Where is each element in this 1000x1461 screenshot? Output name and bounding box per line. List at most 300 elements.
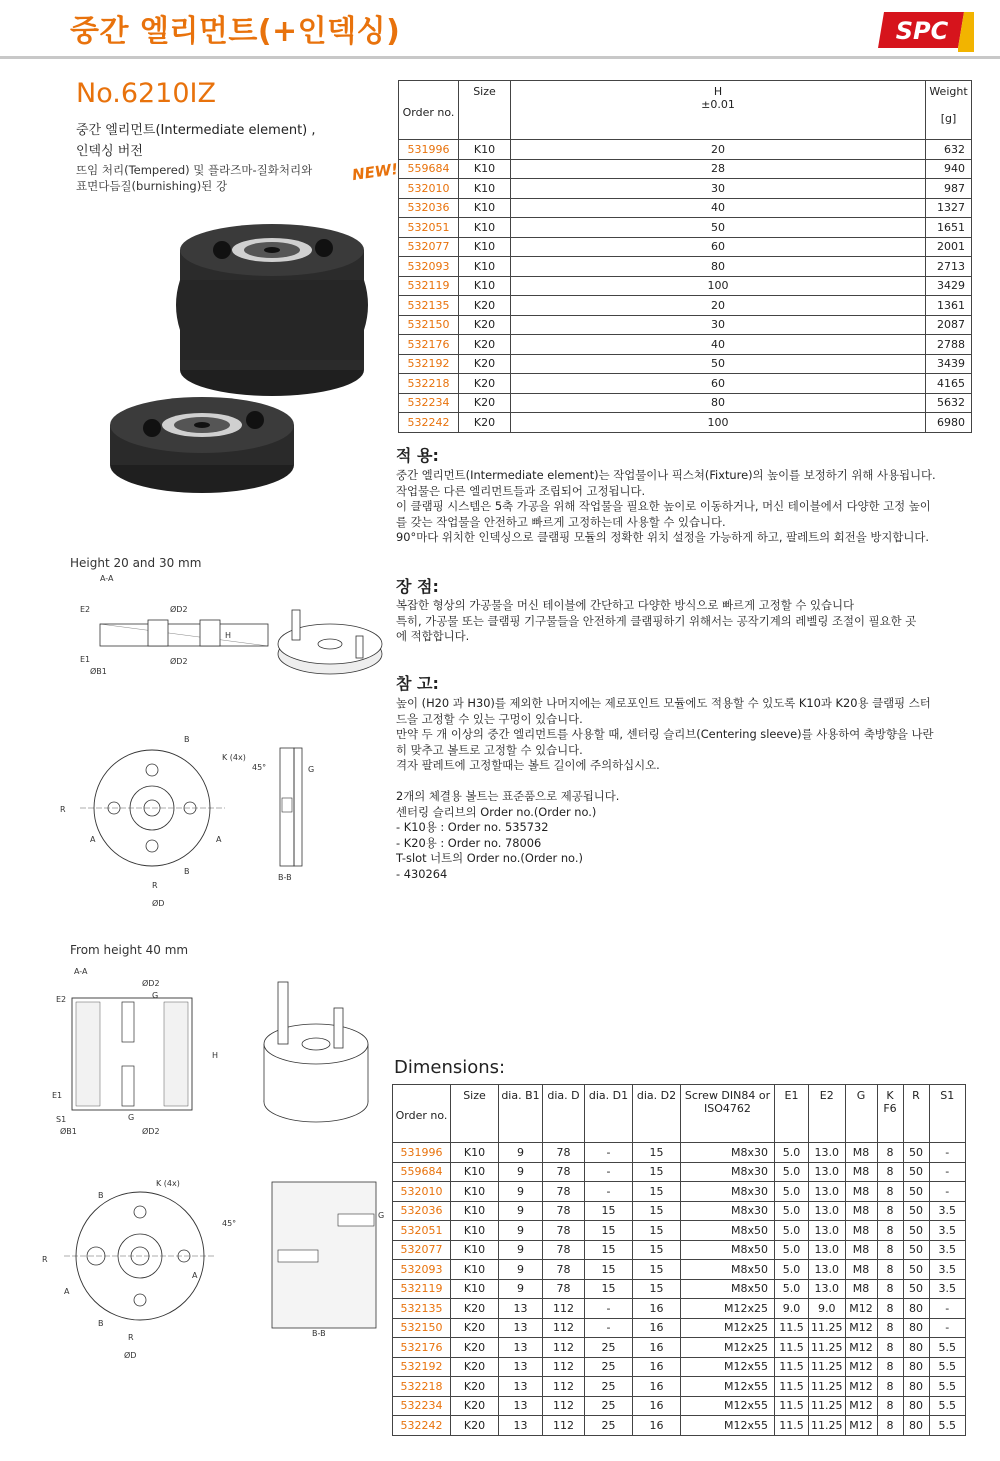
dims-cell: 532051 bbox=[393, 1221, 451, 1241]
top-view-drawing-small bbox=[60, 730, 390, 910]
dims-cell: 5.5 bbox=[929, 1338, 966, 1358]
cell-size: K10 bbox=[459, 237, 511, 257]
cell-order: 532036 bbox=[399, 198, 459, 218]
cell-order: 532176 bbox=[399, 335, 459, 355]
cell-size: K20 bbox=[459, 315, 511, 335]
dims-cell: 8 bbox=[877, 1338, 903, 1358]
dims-cell: 16 bbox=[633, 1318, 681, 1338]
cell-size: K10 bbox=[459, 257, 511, 277]
text-line: 복잡한 형상의 가공물을 머신 테이블에 간단하고 다양한 방식으로 빠르게 고정할 수 있습니다 bbox=[396, 598, 854, 612]
svg-text:E2: E2 bbox=[80, 605, 91, 614]
dims-cell: M12 bbox=[845, 1377, 877, 1397]
dims-cell: K20 bbox=[451, 1299, 499, 1319]
text-line: 높이 (H20 과 H30)를 제외한 나머지에는 제로포인트 모듈에도 적용할 수 있도록 K10과 K20용 클램핑 스터 bbox=[396, 696, 931, 710]
material-description bbox=[76, 162, 366, 194]
dims-cell: 11.25 bbox=[809, 1357, 846, 1377]
svg-text:H: H bbox=[212, 1051, 219, 1060]
dims-cell: 5.0 bbox=[775, 1201, 809, 1221]
table-row bbox=[393, 1357, 966, 1377]
caption-height-40: From height 40 mm bbox=[70, 943, 189, 957]
text-line: 드을 고정할 수 있는 구멍이 있습니다. bbox=[396, 711, 583, 726]
svg-text:E2: E2 bbox=[56, 995, 67, 1004]
dims-cell: M8 bbox=[845, 1260, 877, 1280]
dims-cell: M8 bbox=[845, 1240, 877, 1260]
dims-cell: 112 bbox=[543, 1377, 585, 1397]
dims-cell: 8 bbox=[877, 1416, 903, 1436]
dims-cell: 9 bbox=[499, 1221, 543, 1241]
dims-cell: 80 bbox=[903, 1357, 929, 1377]
dims-cell: 5.0 bbox=[775, 1260, 809, 1280]
notes-text bbox=[396, 696, 976, 882]
dims-cell: 13.0 bbox=[809, 1240, 846, 1260]
dims-header-cell: E1 bbox=[775, 1085, 809, 1143]
product-name-line: 중간 엘리먼트(Intermediate element) , bbox=[76, 123, 316, 138]
dims-cell: K20 bbox=[451, 1357, 499, 1377]
dims-cell: 50 bbox=[903, 1182, 929, 1202]
cell-h: 80 bbox=[511, 257, 926, 277]
dims-cell: 532010 bbox=[393, 1182, 451, 1202]
dims-cell: 50 bbox=[903, 1221, 929, 1241]
cell-h: 60 bbox=[511, 374, 926, 394]
dims-cell: - bbox=[929, 1318, 966, 1338]
dims-header-cell: Order no. bbox=[393, 1085, 451, 1143]
table-row bbox=[399, 198, 972, 218]
cell-weight: 4165 bbox=[926, 374, 972, 394]
dims-cell: 11.5 bbox=[775, 1338, 809, 1358]
dims-cell: M12 bbox=[845, 1396, 877, 1416]
dims-header-cell: S1 bbox=[929, 1085, 966, 1143]
cell-h: 20 bbox=[511, 140, 926, 160]
dims-cell: K20 bbox=[451, 1338, 499, 1358]
dims-cell: 13.0 bbox=[809, 1260, 846, 1280]
dims-cell: - bbox=[929, 1182, 966, 1202]
dims-header-cell: Screw DIN84 or ISO4762 bbox=[681, 1085, 775, 1143]
dims-cell: 50 bbox=[903, 1162, 929, 1182]
cell-size: K20 bbox=[459, 335, 511, 355]
text-line: - K20용 : Order no. 78006 bbox=[396, 835, 542, 850]
dims-cell: K10 bbox=[451, 1143, 499, 1163]
dims-cell: 78 bbox=[543, 1221, 585, 1241]
dims-cell: M12 bbox=[845, 1357, 877, 1377]
dims-cell: 8 bbox=[877, 1377, 903, 1397]
svg-text:G: G bbox=[308, 765, 315, 774]
cell-weight: 6980 bbox=[926, 413, 972, 433]
header-order-text: Order no. bbox=[402, 105, 455, 119]
dims-cell: 11.25 bbox=[809, 1338, 846, 1358]
dims-cell: M8x50 bbox=[681, 1240, 775, 1260]
dims-cell: M8 bbox=[845, 1182, 877, 1202]
dims-cell: M8x50 bbox=[681, 1260, 775, 1280]
dims-cell: 5.0 bbox=[775, 1221, 809, 1241]
table-row bbox=[399, 257, 972, 277]
dims-cell: M8x30 bbox=[681, 1201, 775, 1221]
header-weight-label: Weight bbox=[929, 85, 968, 98]
cell-weight: 3429 bbox=[926, 276, 972, 296]
dims-cell: M8 bbox=[845, 1221, 877, 1241]
table-row bbox=[393, 1279, 966, 1299]
dims-cell: 3.5 bbox=[929, 1201, 966, 1221]
svg-text:A: A bbox=[216, 835, 222, 844]
dims-cell: M8x50 bbox=[681, 1279, 775, 1299]
header-weight-unit: [g] bbox=[940, 112, 957, 125]
svg-text:S1: S1 bbox=[56, 1115, 67, 1124]
spc-logo bbox=[878, 8, 974, 52]
cell-size: K20 bbox=[459, 374, 511, 394]
dims-cell: K10 bbox=[451, 1201, 499, 1221]
dims-cell: 532218 bbox=[393, 1377, 451, 1397]
dims-cell: 16 bbox=[633, 1357, 681, 1377]
dims-header-cell: dia. B1 bbox=[499, 1085, 543, 1143]
dims-cell: 16 bbox=[633, 1299, 681, 1319]
cell-order: 532150 bbox=[399, 315, 459, 335]
dims-cell: 11.25 bbox=[809, 1377, 846, 1397]
cell-weight: 632 bbox=[926, 140, 972, 160]
svg-text:B-B: B-B bbox=[312, 1329, 326, 1338]
dims-cell: 80 bbox=[903, 1338, 929, 1358]
dims-cell: 112 bbox=[543, 1299, 585, 1319]
dims-cell: 50 bbox=[903, 1201, 929, 1221]
cell-weight: 1327 bbox=[926, 198, 972, 218]
cell-order: 532119 bbox=[399, 276, 459, 296]
dims-cell: 80 bbox=[903, 1416, 929, 1436]
dims-cell: 112 bbox=[543, 1357, 585, 1377]
dims-cell: - bbox=[585, 1182, 633, 1202]
dims-cell: M8x50 bbox=[681, 1221, 775, 1241]
cell-size: K10 bbox=[459, 276, 511, 296]
advantages-heading: 장 점: bbox=[396, 577, 439, 596]
dims-cell: 13 bbox=[499, 1318, 543, 1338]
cell-weight: 2001 bbox=[926, 237, 972, 257]
text-line: 격자 팔레트에 고정할때는 볼트 길이에 주의하십시오. bbox=[396, 758, 660, 772]
dims-cell: 13 bbox=[499, 1357, 543, 1377]
dims-cell: - bbox=[929, 1299, 966, 1319]
dims-cell: M12 bbox=[845, 1416, 877, 1436]
table-row bbox=[399, 140, 972, 160]
svg-text:K (4x): K (4x) bbox=[156, 1179, 180, 1188]
dims-cell: M8 bbox=[845, 1162, 877, 1182]
dims-cell: 559684 bbox=[393, 1162, 451, 1182]
svg-text:R: R bbox=[60, 805, 66, 814]
dims-cell: 15 bbox=[633, 1182, 681, 1202]
table-row bbox=[399, 276, 972, 296]
dims-cell: 9 bbox=[499, 1162, 543, 1182]
dims-cell: 15 bbox=[585, 1279, 633, 1299]
dims-cell: 15 bbox=[633, 1143, 681, 1163]
table-row bbox=[393, 1416, 966, 1436]
dims-cell: 9 bbox=[499, 1201, 543, 1221]
table-row bbox=[399, 413, 972, 433]
dims-header-cell: dia. D bbox=[543, 1085, 585, 1143]
dims-cell: 532077 bbox=[393, 1240, 451, 1260]
dims-cell: 532242 bbox=[393, 1416, 451, 1436]
dims-cell: 80 bbox=[903, 1396, 929, 1416]
svg-text:A: A bbox=[90, 835, 96, 844]
dims-header-cell: R bbox=[903, 1085, 929, 1143]
svg-text:A: A bbox=[192, 1271, 198, 1280]
dims-cell: K20 bbox=[451, 1377, 499, 1397]
dims-cell: 8 bbox=[877, 1240, 903, 1260]
dims-cell: 11.5 bbox=[775, 1416, 809, 1436]
text-line: - K10용 : Order no. 535732 bbox=[396, 820, 549, 834]
dims-cell: 3.5 bbox=[929, 1279, 966, 1299]
cell-weight: 1361 bbox=[926, 296, 972, 316]
dims-cell: 16 bbox=[633, 1377, 681, 1397]
dims-cell: 8 bbox=[877, 1279, 903, 1299]
dims-cell: 16 bbox=[633, 1338, 681, 1358]
dims-cell: 5.0 bbox=[775, 1162, 809, 1182]
dims-cell: 13.0 bbox=[809, 1221, 846, 1241]
dims-cell: 8 bbox=[877, 1357, 903, 1377]
product-photo bbox=[62, 210, 392, 510]
svg-text:H: H bbox=[225, 631, 232, 640]
dims-cell: 11.5 bbox=[775, 1377, 809, 1397]
cell-size: K10 bbox=[459, 179, 511, 199]
dims-cell: 50 bbox=[903, 1260, 929, 1280]
dims-cell: 9 bbox=[499, 1182, 543, 1202]
cell-order: 532010 bbox=[399, 179, 459, 199]
dims-cell: 5.0 bbox=[775, 1279, 809, 1299]
cell-h: 20 bbox=[511, 296, 926, 316]
dims-cell: 13.0 bbox=[809, 1182, 846, 1202]
dims-cell: 25 bbox=[585, 1357, 633, 1377]
dims-cell: 5.5 bbox=[929, 1357, 966, 1377]
dims-cell: 11.5 bbox=[775, 1396, 809, 1416]
page-title: 중간 엘리먼트(+인덱싱) bbox=[70, 14, 401, 49]
text-line: 특히, 가공물 또는 클램핑 기구물들을 안전하게 클램핑하기 위해서는 공작기계의 레벨링 조절이 필요한 곳 bbox=[396, 613, 917, 628]
dims-cell: - bbox=[585, 1162, 633, 1182]
cell-order: 532093 bbox=[399, 257, 459, 277]
cell-weight: 1651 bbox=[926, 218, 972, 238]
dims-cell: 15 bbox=[633, 1201, 681, 1221]
table-row bbox=[399, 315, 972, 335]
cell-order: 559684 bbox=[399, 159, 459, 179]
svg-text:SPC: SPC bbox=[895, 17, 949, 45]
cell-weight: 2087 bbox=[926, 315, 972, 335]
cell-h: 100 bbox=[511, 413, 926, 433]
table-row bbox=[393, 1143, 966, 1163]
table-row bbox=[393, 1221, 966, 1241]
dims-cell: 78 bbox=[543, 1279, 585, 1299]
dims-cell: 15 bbox=[585, 1221, 633, 1241]
dims-cell: 78 bbox=[543, 1182, 585, 1202]
dims-cell: 3.5 bbox=[929, 1260, 966, 1280]
section-drawing-aa-large bbox=[52, 962, 392, 1140]
dims-cell: - bbox=[585, 1143, 633, 1163]
dims-cell: 532176 bbox=[393, 1338, 451, 1358]
svg-text:R: R bbox=[128, 1333, 134, 1342]
svg-text:45°: 45° bbox=[222, 1219, 237, 1228]
table-row bbox=[393, 1182, 966, 1202]
text-line: 작업물은 다른 엘리먼트들과 조립되어 고정됩니다. bbox=[396, 483, 646, 498]
table-row bbox=[399, 296, 972, 316]
dims-cell: 13.0 bbox=[809, 1143, 846, 1163]
dims-cell: 25 bbox=[585, 1396, 633, 1416]
cell-weight: 987 bbox=[926, 179, 972, 199]
dims-cell: 8 bbox=[877, 1201, 903, 1221]
dims-cell: 112 bbox=[543, 1318, 585, 1338]
header-h-tolerance: ±0.01 bbox=[701, 98, 735, 111]
cell-order: 531996 bbox=[399, 140, 459, 160]
dims-cell: 78 bbox=[543, 1201, 585, 1221]
dims-cell: 531996 bbox=[393, 1143, 451, 1163]
cell-size: K20 bbox=[459, 413, 511, 433]
dims-cell: 8 bbox=[877, 1396, 903, 1416]
cell-h: 30 bbox=[511, 315, 926, 335]
cell-weight: 940 bbox=[926, 159, 972, 179]
table-row bbox=[393, 1299, 966, 1319]
new-badge: NEW! bbox=[350, 159, 400, 185]
dims-header-cell: dia. D1 bbox=[585, 1085, 633, 1143]
text-line: 이 클램핑 시스템은 5축 가공을 위해 작업물을 필요한 높이로 이동하거나, 머신 테이블에서 다양한 고정 높이 bbox=[396, 499, 931, 513]
weight-table bbox=[398, 80, 972, 433]
dims-cell: 5.5 bbox=[929, 1377, 966, 1397]
dims-cell: 78 bbox=[543, 1143, 585, 1163]
text-line: - 430264 bbox=[396, 866, 448, 881]
dims-cell: 8 bbox=[877, 1318, 903, 1338]
header-weight bbox=[926, 81, 972, 140]
header-order-no bbox=[399, 81, 459, 140]
table-row bbox=[399, 218, 972, 238]
svg-text:ØD: ØD bbox=[152, 899, 165, 908]
cell-h: 80 bbox=[511, 393, 926, 413]
dims-cell: 8 bbox=[877, 1162, 903, 1182]
dims-cell: 112 bbox=[543, 1396, 585, 1416]
dims-cell: K10 bbox=[451, 1221, 499, 1241]
svg-text:B: B bbox=[98, 1319, 104, 1328]
cell-size: K20 bbox=[459, 354, 511, 374]
dims-cell: M8 bbox=[845, 1279, 877, 1299]
svg-text:ØB1: ØB1 bbox=[90, 667, 107, 676]
dims-cell: 15 bbox=[633, 1279, 681, 1299]
svg-text:R: R bbox=[152, 881, 158, 890]
product-name bbox=[76, 120, 396, 162]
dims-cell: K10 bbox=[451, 1279, 499, 1299]
cell-order: 532218 bbox=[399, 374, 459, 394]
svg-text:R: R bbox=[42, 1255, 48, 1264]
dims-cell: 8 bbox=[877, 1260, 903, 1280]
dims-cell: 78 bbox=[543, 1162, 585, 1182]
dims-header-cell: Size bbox=[451, 1085, 499, 1143]
dims-cell: - bbox=[929, 1162, 966, 1182]
product-name-line: 인덱싱 버전 bbox=[76, 144, 143, 159]
cell-order: 532051 bbox=[399, 218, 459, 238]
cell-order: 532242 bbox=[399, 413, 459, 433]
cell-h: 40 bbox=[511, 198, 926, 218]
svg-text:B: B bbox=[98, 1191, 104, 1200]
text-line: 90°마다 위치한 인덱싱으로 클램핑 모듈의 정확한 위치 설정을 가능하게 하고, 팔레트의 회전을 방지합니다. bbox=[396, 530, 930, 544]
svg-text:G: G bbox=[128, 1113, 135, 1122]
dims-cell: 80 bbox=[903, 1377, 929, 1397]
dims-cell: 13.0 bbox=[809, 1162, 846, 1182]
cell-size: K10 bbox=[459, 159, 511, 179]
cell-size: K20 bbox=[459, 296, 511, 316]
dims-cell: K20 bbox=[451, 1396, 499, 1416]
dims-cell: 15 bbox=[633, 1162, 681, 1182]
cell-order: 532192 bbox=[399, 354, 459, 374]
text-line: 를 갖는 작업물을 안전하고 빠르게 고정하는데 사용할 수 있습니다. bbox=[396, 514, 726, 529]
dims-cell: 532093 bbox=[393, 1260, 451, 1280]
material-line: 뜨임 처리(Tempered) 및 플라즈마-질화처리와 bbox=[76, 163, 313, 177]
text-line: 중간 엘리먼트(Intermediate element)는 작업물이나 픽스쳐(Fixture)의 높이를 보정하기 위해 사용됩니다. bbox=[396, 468, 936, 482]
cell-weight: 2788 bbox=[926, 335, 972, 355]
cell-size: K10 bbox=[459, 140, 511, 160]
dims-cell: 532036 bbox=[393, 1201, 451, 1221]
dims-cell: 13 bbox=[499, 1377, 543, 1397]
dims-cell: 16 bbox=[633, 1416, 681, 1436]
dims-cell: K20 bbox=[451, 1318, 499, 1338]
table-row bbox=[393, 1396, 966, 1416]
table-row bbox=[399, 159, 972, 179]
dims-cell: 50 bbox=[903, 1279, 929, 1299]
cell-order: 532077 bbox=[399, 237, 459, 257]
dims-cell: M8 bbox=[845, 1143, 877, 1163]
cell-h: 60 bbox=[511, 237, 926, 257]
dims-cell: 532192 bbox=[393, 1357, 451, 1377]
dims-cell: M12x25 bbox=[681, 1299, 775, 1319]
cell-size: K20 bbox=[459, 393, 511, 413]
svg-text:ØD2: ØD2 bbox=[142, 1127, 160, 1136]
text-line: 에 적합합니다. bbox=[396, 629, 470, 643]
header-size: Size bbox=[459, 81, 511, 140]
dims-cell: M12x55 bbox=[681, 1416, 775, 1436]
svg-text:ØD2: ØD2 bbox=[170, 605, 188, 614]
dims-cell: 25 bbox=[585, 1416, 633, 1436]
cell-h: 100 bbox=[511, 276, 926, 296]
dims-cell: M8x30 bbox=[681, 1143, 775, 1163]
dims-cell: 15 bbox=[633, 1221, 681, 1241]
text-line: 2개의 체결용 볼트는 표준품으로 제공됩니다. bbox=[396, 789, 620, 803]
text-line: 센터링 슬리브의 Order no.(Order no.) bbox=[396, 804, 597, 819]
dims-cell: 15 bbox=[585, 1201, 633, 1221]
caption-height-20-30: Height 20 and 30 mm bbox=[70, 556, 202, 570]
table-row bbox=[399, 354, 972, 374]
dims-cell: K20 bbox=[451, 1416, 499, 1436]
dims-cell: 13.0 bbox=[809, 1201, 846, 1221]
table-row bbox=[399, 374, 972, 394]
svg-text:ØD2: ØD2 bbox=[170, 657, 188, 666]
dims-cell: 13 bbox=[499, 1396, 543, 1416]
dims-cell: 78 bbox=[543, 1260, 585, 1280]
application-heading: 적 용: bbox=[396, 446, 439, 465]
svg-text:ØB1: ØB1 bbox=[60, 1127, 77, 1136]
text-line: T-slot 너트의 Order no.(Order no.) bbox=[396, 851, 583, 865]
dims-header-cell: dia. D2 bbox=[633, 1085, 681, 1143]
table-row bbox=[393, 1201, 966, 1221]
dims-cell: 11.25 bbox=[809, 1396, 846, 1416]
header-h-label: H bbox=[713, 85, 723, 98]
dims-cell: 532119 bbox=[393, 1279, 451, 1299]
svg-text:ØD2: ØD2 bbox=[142, 979, 160, 988]
dims-cell: 11.5 bbox=[775, 1357, 809, 1377]
cell-h: 30 bbox=[511, 179, 926, 199]
svg-text:A-A: A-A bbox=[74, 967, 88, 976]
dims-cell: 15 bbox=[585, 1260, 633, 1280]
dims-cell: 80 bbox=[903, 1318, 929, 1338]
dims-cell: - bbox=[585, 1318, 633, 1338]
top-view-drawing-large bbox=[36, 1172, 392, 1362]
dims-cell: K10 bbox=[451, 1182, 499, 1202]
svg-text:A: A bbox=[64, 1287, 70, 1296]
cell-size: K10 bbox=[459, 218, 511, 238]
dims-cell: 13 bbox=[499, 1416, 543, 1436]
dims-cell: 78 bbox=[543, 1240, 585, 1260]
dims-cell: 9 bbox=[499, 1260, 543, 1280]
text-line bbox=[396, 774, 976, 790]
dims-cell: 50 bbox=[903, 1240, 929, 1260]
dims-cell: K10 bbox=[451, 1240, 499, 1260]
dims-cell: 13 bbox=[499, 1299, 543, 1319]
dims-cell: 532135 bbox=[393, 1299, 451, 1319]
